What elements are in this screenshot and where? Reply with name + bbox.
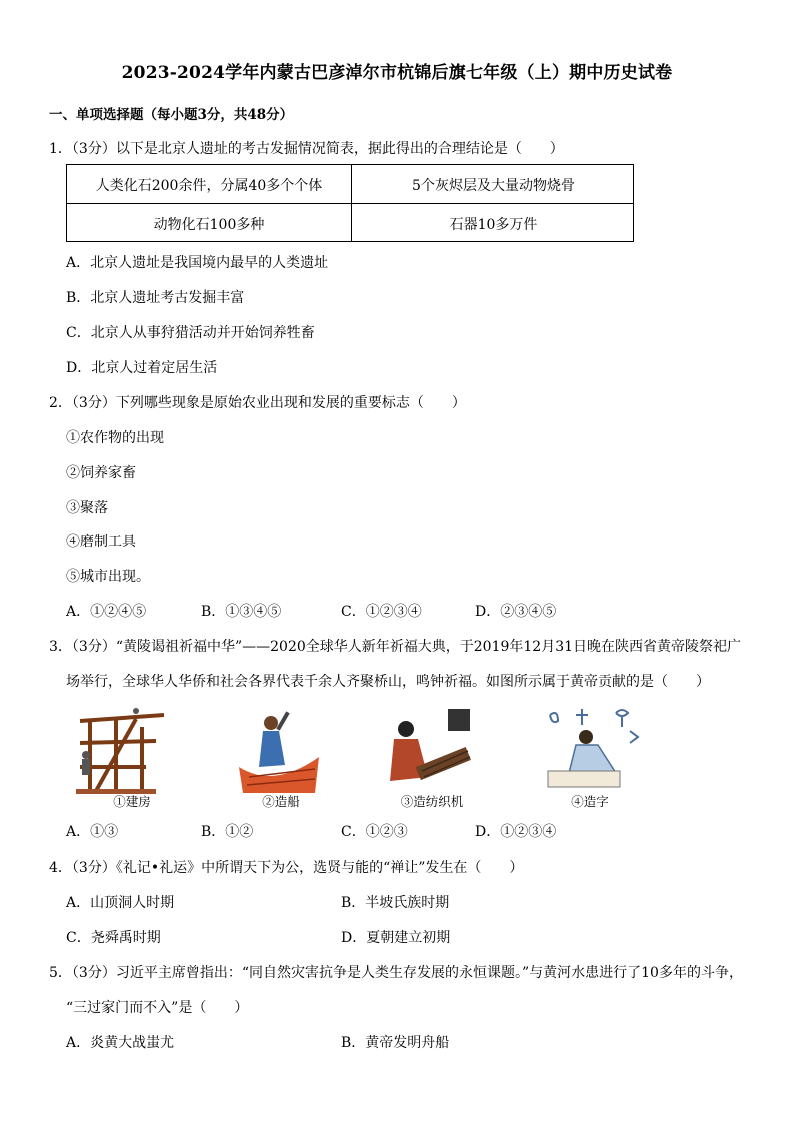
- question-5-option-b: B．黄帝发明舟船: [341, 1035, 450, 1051]
- question-3-stem: 3．（3分）“黄陵谒祖祈福中华”——2020全球华人新年祈福大典，于2019年12月31日晚在陕西省黄帝陵祭祀广: [49, 639, 742, 655]
- question-3-option-c: C．①②③: [341, 824, 408, 840]
- house-building-illustration: [76, 707, 176, 797]
- question-3-option-d: D．①②③④: [475, 824, 557, 840]
- question-1-option-c: C．北京人从事狩猎活动并开始饲养牲畜: [66, 325, 315, 341]
- question-2-option-a: A．①②④⑤: [66, 604, 147, 620]
- question-4-option-b: B．半坡氏族时期: [341, 895, 450, 911]
- question-2-item: ②饲养家畜: [66, 465, 136, 481]
- question-2-item: ⑤城市出现。: [66, 569, 150, 585]
- table-cell: 人类化石200余件，分属40多个个体: [95, 178, 323, 194]
- question-3-option-a: A．①③: [66, 824, 119, 840]
- question-2-option-b: B．①③④⑤: [201, 604, 282, 620]
- question-1-stem: 1．（3分）以下是北京人遗址的考古发掘情况简表，据此得出的合理结论是（ ）: [49, 141, 564, 157]
- question-1-option-b: B．北京人遗址考古发掘丰富: [66, 290, 245, 306]
- table-cell: 动物化石100多种: [153, 217, 265, 233]
- question-2-item: ①农作物的出现: [66, 430, 164, 446]
- question-2-option-d: D．②③④⑤: [475, 604, 557, 620]
- question-5-stem-continued: “三过家门而不入”是（ ）: [66, 1000, 249, 1016]
- table-divider: [67, 203, 633, 204]
- figure-caption: ②造船: [262, 794, 300, 809]
- question-3-option-b: B．①②: [201, 824, 254, 840]
- question-2-option-c: C．①②③④: [341, 604, 422, 620]
- question-5-stem: 5．（3分）习近平主席曾指出：“同自然灾害抗争是人类生存发展的永恒课题。”与黄河水患进行了10多年的斗争，: [49, 965, 743, 981]
- question-4-option-d: D．夏朝建立初期: [341, 930, 451, 946]
- question-4-stem: 4．（3分）《礼记•礼运》中所谓天下为公，选贤与能的“禅让”发生在（ ）: [49, 860, 524, 876]
- question-2-stem: 2．（3分）下列哪些现象是原始农业出现和发展的重要标志（ ）: [49, 395, 466, 411]
- question-4-option-c: C．尧舜禹时期: [66, 930, 161, 946]
- section-heading: 一、单项选择题（每小题3分，共48分）: [49, 107, 294, 123]
- question-4-option-a: A．山顶洞人时期: [66, 895, 175, 911]
- question-3-stem-continued: 场举行，全球华人华侨和社会各界代表千余人齐聚桥山，鸣钟祈福。如图所示属于黄帝贡献的是（ ）: [66, 674, 710, 690]
- question-1-option-d: D．北京人过着定居生活: [66, 360, 218, 376]
- question-2-item: ④磨制工具: [66, 534, 136, 550]
- loom-illustration: [372, 707, 472, 797]
- table-cell: 5个灰烬层及大量动物烧骨: [412, 178, 575, 194]
- question-2-item: ③聚落: [66, 500, 108, 516]
- question-1-option-a: A．北京人遗址是我国境内最早的人类遗址: [66, 255, 329, 271]
- figure-caption: ③造纺织机: [400, 794, 464, 809]
- figure-caption: ④造字: [571, 794, 609, 809]
- excavation-table: [66, 164, 634, 242]
- question-5-option-a: A．炎黄大战蚩尤: [66, 1035, 175, 1051]
- table-cell: 石器10多万件: [449, 217, 538, 233]
- figure-caption: ①建房: [113, 794, 151, 809]
- exam-title: 2023-2024学年内蒙古巴彦淖尔市杭锦后旗七年级（上）期中历史试卷: [121, 63, 673, 83]
- character-creation-illustration: [542, 707, 642, 797]
- boat-building-illustration: [229, 707, 329, 797]
